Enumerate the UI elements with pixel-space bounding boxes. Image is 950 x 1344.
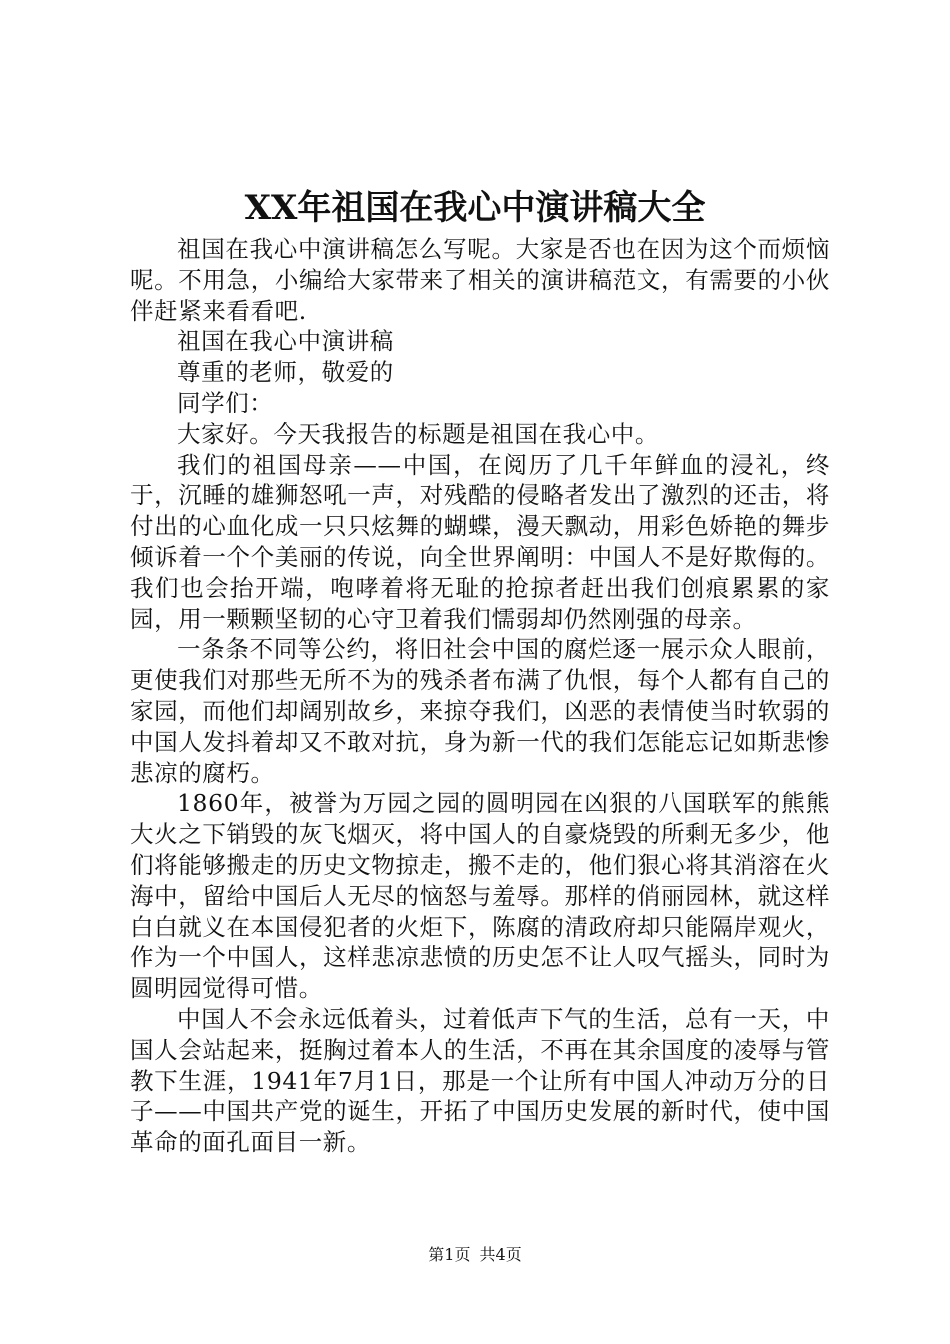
paragraph-yuanmingyuan: 1860年，被誉为万园之园的圆明园在凶狠的八国联军的熊熊大火之下销毁的灰飞烟灭，将中国人的自豪烧毁的所剩无多少，他们将能够搬走的历史文物掠走，搬不走的，他们狠心将其消溶在火海中，留给中国后人无尽的恼怒与羞辱。那样的俏丽园林，就这样白白就义在本国侵犯者的火炬下，陈腐的清政府却只能隔岸观火，作为一个中国人，这样悲凉悲愤的历史怎不让人叹气摇头，同时为圆明园觉得可惜。 xyxy=(130,789,830,1003)
paragraph-greeting: 大家好。今天我报告的标题是祖国在我心中。 xyxy=(177,419,659,448)
paragraph-intro: 祖国在我心中演讲稿怎么写呢。大家是否也在因为这个而烦恼呢。不用急，小编给大家带来了相关的演讲稿范文，有需要的小伙伴赶紧来看看吧. xyxy=(130,235,830,325)
paragraph-standing-up: 中国人不会永远低着头，过着低声下气的生活，总有一天，中国人会站起来，挺胸过着本人的生活，不再在其余国度的凌辱与管教下生涯，1941年7月1日，那是一个让所有中国人冲动万分的日子——中国共产党的诞生，开拓了中国历史发展的新时代，使中国革命的面孔面目一新。 xyxy=(130,1004,830,1157)
page-number: 第1页 xyxy=(428,1245,471,1264)
page-total: 共4页 xyxy=(479,1245,522,1264)
paragraph-motherland: 我们的祖国母亲——中国，在阅历了几千年鲜血的浸礼，终于，沉睡的雄狮怒吼一声，对残酷的侵略者发出了激烈的还击，将付出的心血化成一只只炫舞的蝴蝶，漫天飘动，用彩色娇艳的舞步倾诉着一个个美丽的传说，向全世界阐明：中国人不是好欺侮的。我们也会抬开端，咆哮着将无耻的抢掠者赶出我们创痕累累的家园，用一颗颗坚韧的心守卫着我们懦弱却仍然刚强的母亲。 xyxy=(130,450,830,633)
paragraph-salutation-teachers: 尊重的老师，敬爱的 xyxy=(177,358,394,387)
page-footer xyxy=(0,1244,950,1266)
paragraph-treaties: 一条条不同等公约，将旧社会中国的腐烂逐一展示众人眼前，更使我们对那些无所不为的残杀者布满了仇恨，每个人都有自己的家园，而他们却阔别故乡，来掠夺我们，凶恶的表情使当时软弱的中国人发抖着却又不敢对抗，身为新一代的我们怎能忘记如斯悲惨悲凉的腐朽。 xyxy=(130,635,830,787)
document-body xyxy=(130,234,830,1158)
document-title: XX年祖国在我心中演讲稿大全 xyxy=(244,188,706,228)
paragraph-salutation-students: 同学们： xyxy=(177,388,274,417)
paragraph-speech-heading: 祖国在我心中演讲稿 xyxy=(177,327,394,356)
